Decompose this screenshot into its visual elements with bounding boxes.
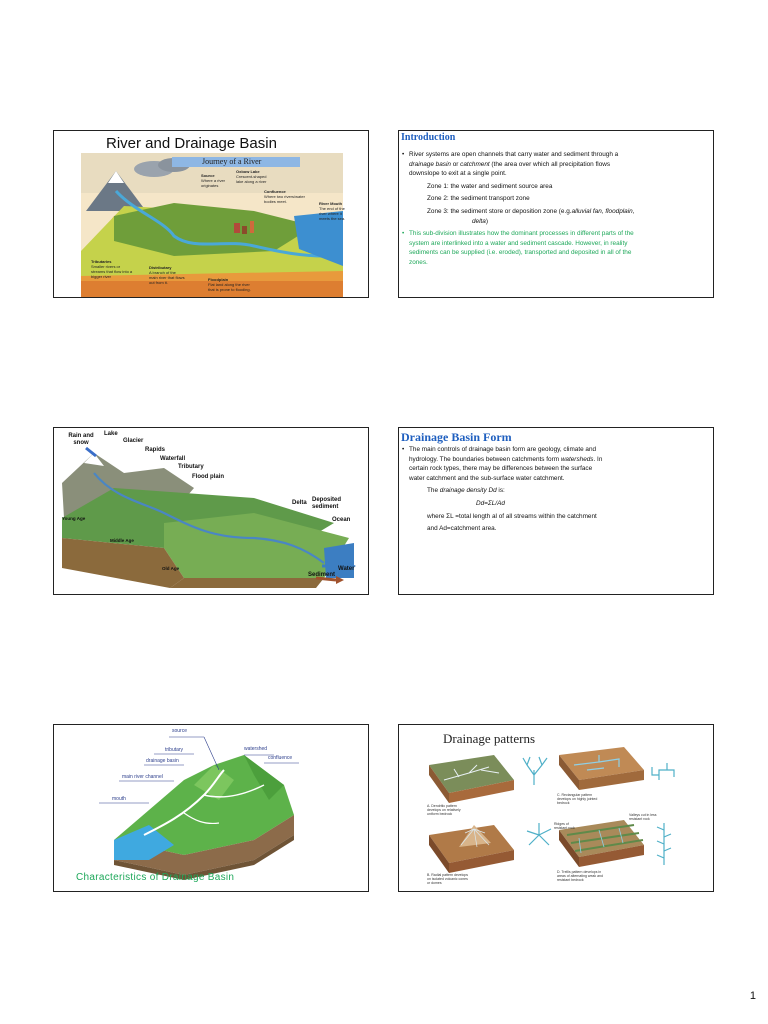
text-line: The main controls of drainage basin form are geology, climate and (409, 446, 597, 453)
slide-title: River and Drainage Basin (106, 135, 277, 152)
label-mouth: mouth (112, 796, 126, 802)
text-line: and Ad=catchment area. (427, 525, 497, 533)
label-river-mouth: River Mouth The end of the river where it meets the sea. (319, 201, 346, 221)
bullet-main-controls (402, 445, 707, 483)
label-glacier: Glacier (123, 438, 144, 444)
text-line: downslope to exit at a single point. (409, 170, 507, 178)
slide-title: Introduction (401, 132, 456, 143)
label-delta: Delta (292, 500, 307, 506)
label-rapids: Rapids (145, 447, 166, 453)
text-line: ) (485, 217, 488, 225)
label-lake: Lake (104, 431, 118, 437)
label-deposited-sediment: Deposited sediment (312, 497, 342, 510)
caption-trellis: D. Trellis pattern develops in areas of alternating weak and resistant bedrock (557, 870, 603, 882)
text-italic: drainage basin (409, 160, 451, 168)
label-source: Source Where a river originates (201, 173, 226, 188)
label-flood-plain: Flood plain (192, 474, 224, 480)
label-watershed: watershed (244, 746, 268, 752)
label-sediment: Sediment (308, 572, 336, 578)
caption-rectangular: C. Rectangular pattern develops on highly jointed bedrock (557, 793, 598, 805)
slide-river-drainage-basin (53, 130, 369, 298)
label-confluence: confluence (268, 755, 293, 761)
label-oxbow-lake: Oxbow Lake Crescent-shaped lake along a river (236, 169, 267, 184)
text-line: This sub-division illustrates how the dominant processes in different parts of the (409, 230, 634, 238)
slide-caption: Characteristics of Drainage Basin (76, 872, 235, 883)
bullet-icon: • (402, 151, 405, 158)
label-waterfall: Waterfall (160, 456, 186, 462)
label-tributary: Tributary (178, 464, 204, 470)
bullet-river-systems (402, 150, 707, 179)
label-confluence: Confluence Where two rivers/water bodies meet. (264, 189, 305, 204)
slide-characteristics-drainage-basin (53, 724, 369, 892)
slide-drainage-basin-form (398, 427, 714, 595)
label-ocean: Ocean (332, 517, 351, 523)
text-italic: delta (472, 217, 486, 225)
drainage-basin-illustration (54, 725, 369, 892)
slide-introduction (398, 130, 714, 298)
caption-dendritic: A. Dendritic pattern develops on relatively uniform bedrock (427, 804, 461, 816)
river-stages-illustration (54, 428, 369, 595)
zone-3 (402, 207, 707, 226)
text-line: certain rock types, there may be differences between the surface (409, 465, 593, 473)
text-italic: alluvial fan, floodplain, (571, 207, 635, 215)
label-rain-and-snow: Rain and snow (68, 433, 94, 446)
text-italic: Dd=ΣL/Ad (476, 499, 505, 507)
text-line: River systems are open channels that carry water and sediment through a (409, 151, 619, 158)
bullet-subdivision (402, 229, 707, 267)
where-line-2 (402, 524, 707, 534)
label-tributary: tributary (165, 747, 184, 753)
bullet-icon: • (402, 446, 405, 453)
text-line: Zone 3: the sediment store or deposition zone (e.g. (427, 207, 572, 215)
text-italic: catchment (460, 160, 490, 168)
text-line: hydrology. The boundaries between catchments form (409, 455, 561, 463)
text-line: (the area over which all precipitation flows (489, 160, 611, 168)
label-main-river-channel: main river channel (122, 774, 163, 780)
caption-valleys: Valleys cut in less resistant rock (629, 813, 657, 821)
text-line: is: (496, 487, 505, 495)
caption-radial: B. Radial pattern develops on isolated volcanic cones or domes (427, 873, 469, 885)
text-line: system are interlinked into a water and sediment cascade. However, in reality (409, 239, 628, 247)
text-italic: drainage density Dd (439, 487, 497, 495)
zone-1 (402, 182, 707, 192)
label-drainage-basin: drainage basin (146, 758, 179, 764)
slide-river-stages-diagram (53, 427, 369, 595)
drainage-density-formula (402, 499, 707, 509)
text-line: where ΣL =total length al of all streams within the catchment (427, 512, 597, 520)
label-distributary: Distributary A branch of the main river that flows out from it. (149, 265, 185, 285)
label-tributaries: Tributaries Smaller rivers or streams that flow into a bigger river (91, 259, 133, 279)
text-line: The (427, 487, 440, 495)
text-line: sediments can be supplied (i.e. eroded), transported and deposited in all of the (409, 249, 632, 257)
label-old-age: Old Age (162, 566, 180, 571)
bullet-icon: • (402, 230, 405, 238)
text-line: or (450, 160, 461, 168)
slide-body (402, 445, 707, 534)
text-italic: watersheds (560, 455, 594, 463)
label-young-age: Young Age (62, 516, 86, 521)
text-line: Zone 1: the water and sediment source area (427, 182, 553, 190)
text-line: Zone 2: the sediment transport zone (427, 195, 530, 203)
slide-body (402, 150, 707, 268)
slide-title: Drainage Basin Form (401, 430, 512, 444)
text-line: zones. (409, 258, 428, 266)
text-line: . In (593, 455, 603, 463)
label-floodplain: Floodplain Flat land along the river that is prone to flooding. (208, 277, 251, 292)
slide-drainage-patterns (398, 724, 714, 892)
page-number: 1 (749, 990, 756, 1002)
slide-title: Drainage patterns (443, 731, 536, 746)
label-middle-age: Middle Age (110, 538, 134, 543)
where-line-1 (402, 512, 707, 522)
zone-2 (402, 194, 707, 204)
label-water: Water (338, 566, 355, 572)
text-line: water catchment and the sub-surface water catchment. (409, 474, 565, 482)
caption-ridges: Ridges of resistant rock (554, 822, 575, 830)
label-source: source (172, 728, 188, 734)
drainage-density-line (402, 486, 707, 496)
journey-banner: Journey of a River (172, 157, 300, 167)
